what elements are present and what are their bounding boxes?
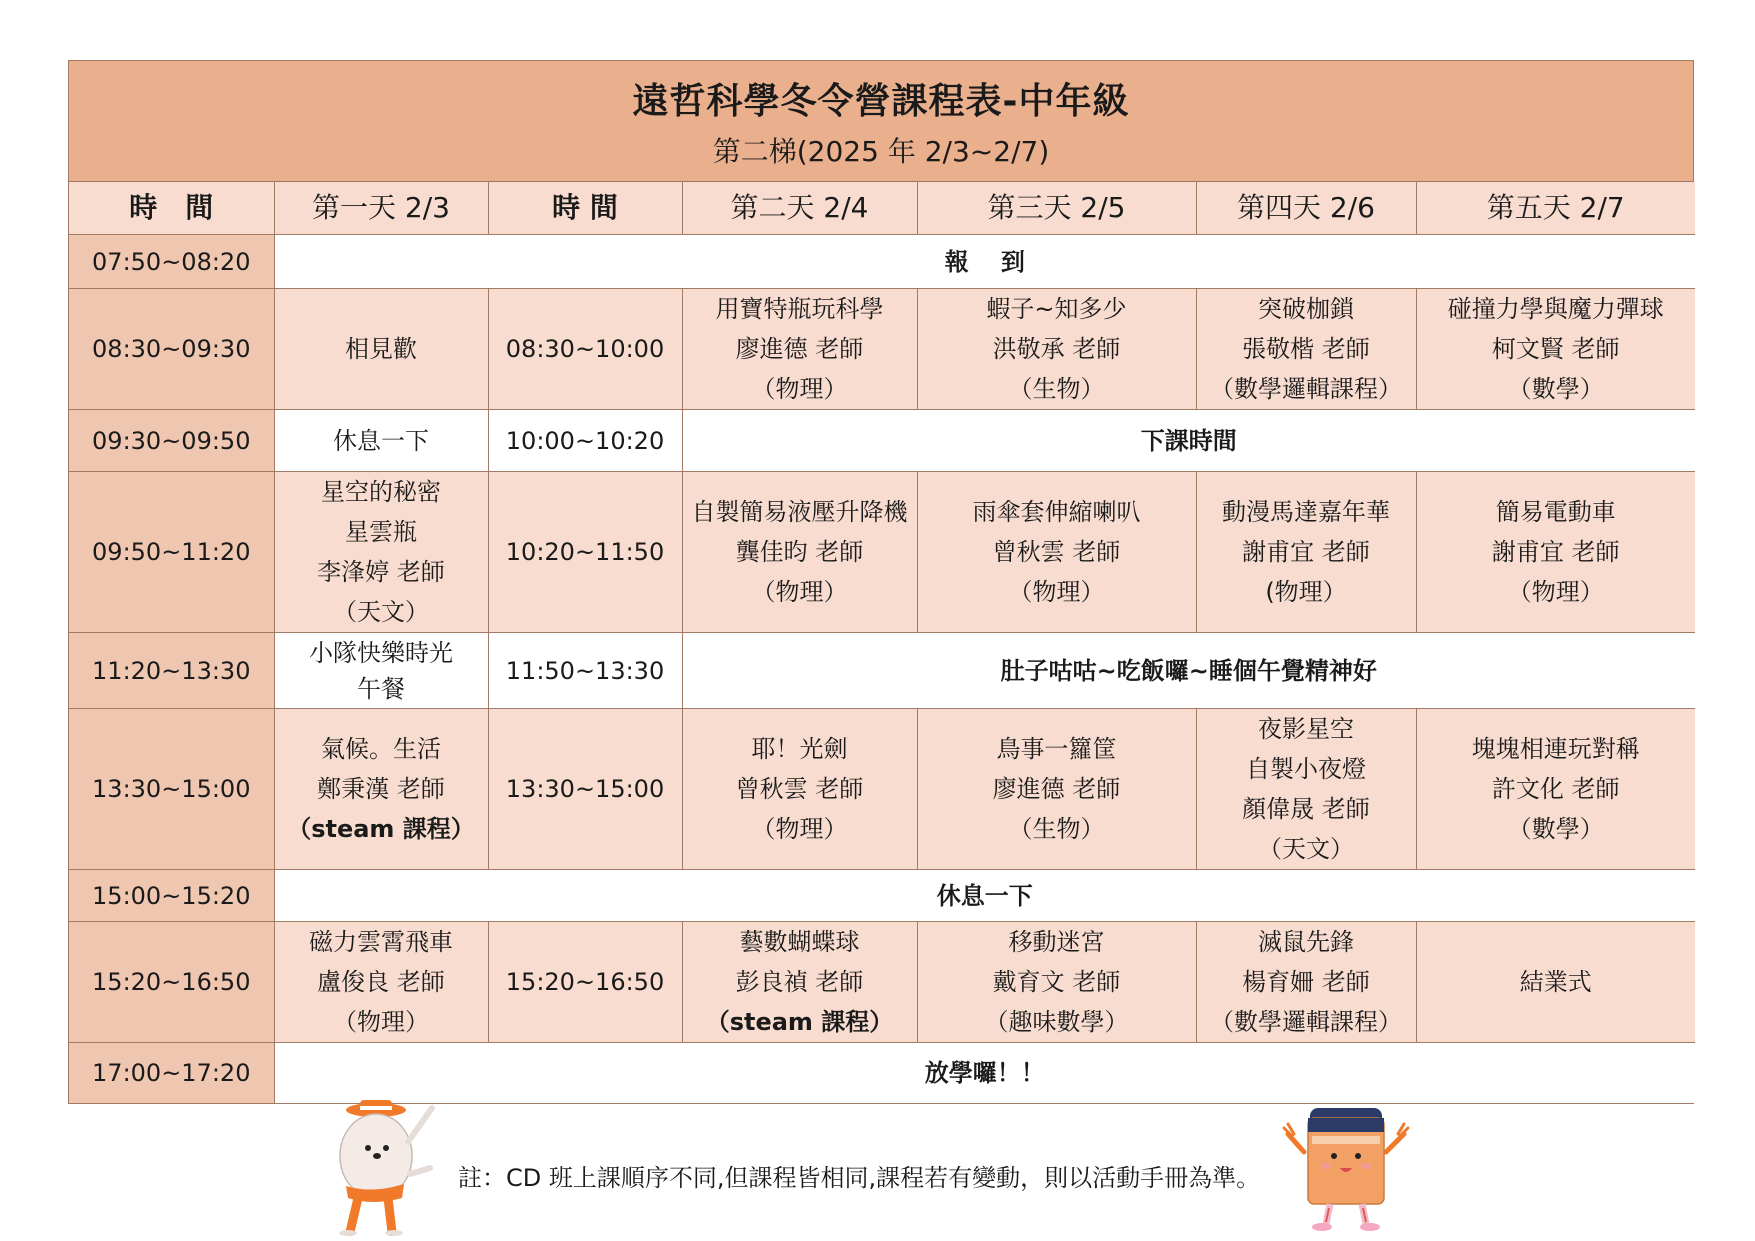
- course-line: （steam 課程）: [705, 1008, 894, 1036]
- course-line: 星雲瓶: [345, 518, 417, 546]
- span-cell: 肚子咕咕~吃飯囉~睡個午覺精神好: [682, 633, 1695, 709]
- time-cell: 11:20~13:30: [69, 633, 274, 709]
- course-cell: [682, 922, 917, 1043]
- course-cell: [274, 289, 488, 410]
- course-line: 曾秋雲 老師: [992, 538, 1121, 566]
- course-cell: [274, 709, 488, 870]
- course-line: 耶！光劍: [751, 735, 848, 763]
- footnote: 註：CD 班上課順序不同,但課程皆相同,課程若有變動，則以活動手冊為準。: [458, 1164, 1261, 1192]
- time-cell-b: 08:30~10:00: [488, 289, 682, 410]
- course-cell: [917, 709, 1196, 870]
- span-cell: 下課時間: [682, 410, 1695, 472]
- box-mascot-icon: [1282, 1104, 1410, 1234]
- page-title: 遠哲科學冬令營課程表-中年級: [632, 80, 1130, 122]
- course-cell: [917, 922, 1196, 1043]
- course-line: 動漫馬達嘉年華: [1222, 498, 1390, 526]
- course-line: 移動迷宮: [1008, 928, 1105, 956]
- course-line: （物理）: [751, 578, 848, 606]
- time-cell-b: 15:20~16:50: [488, 922, 682, 1043]
- time-cell: 07:50~08:20: [69, 235, 274, 289]
- course-line: （物理）: [1008, 578, 1105, 606]
- page-subtitle: 第二梯(2025 年 2/3~2/7): [712, 134, 1050, 168]
- course-cell: [1196, 709, 1416, 870]
- time-cell: 09:30~09:50: [69, 410, 274, 472]
- course-line: 張敬楷 老師: [1242, 335, 1370, 363]
- course-line: 相見歡: [345, 335, 417, 363]
- course-line: 塊塊相連玩對稱: [1471, 735, 1640, 763]
- course-cell: [682, 472, 917, 633]
- time-cell-b: 10:00~10:20: [488, 410, 682, 472]
- time-cell: 13:30~15:00: [69, 709, 274, 870]
- table-row: [69, 709, 1695, 870]
- course-line: 戴育文 老師: [992, 968, 1121, 996]
- time-cell: 15:20~16:50: [69, 922, 274, 1043]
- header-day1: 第一天 2/3: [274, 182, 488, 235]
- span-cell: 放學囉！！: [274, 1043, 1695, 1103]
- course-line: 自製小夜燈: [1246, 755, 1366, 783]
- course-line: 結業式: [1519, 968, 1592, 996]
- course-cell: [917, 472, 1196, 633]
- table-row: [69, 633, 1695, 709]
- course-line: 蝦子~知多少: [986, 295, 1127, 323]
- course-line: 廖進德 老師: [735, 335, 864, 363]
- course-line: 簡易電動車: [1495, 498, 1616, 526]
- span-cell: 報 到: [274, 235, 1695, 289]
- course-line: 磁力雲霄飛車: [309, 928, 453, 956]
- course-line: （物理）: [333, 1008, 429, 1036]
- course-line: 鳥事一籮筐: [996, 735, 1117, 763]
- course-line: 氣候。生活: [321, 735, 441, 763]
- table-row: [69, 472, 1695, 633]
- table-row: [69, 870, 1695, 922]
- span-cell: 休息一下: [274, 870, 1695, 922]
- header-time-b: 時 間: [488, 182, 682, 235]
- course-line: (物理）: [1265, 578, 1347, 606]
- course-cell: [1416, 289, 1695, 410]
- course-line: 龔佳昀 老師: [735, 538, 864, 566]
- course-line: （steam 課程）: [287, 815, 475, 843]
- course-line: 謝甫宜 老師: [1242, 538, 1370, 566]
- course-line: 顏偉晟 老師: [1242, 795, 1370, 823]
- table-row: [69, 235, 1695, 289]
- course-cell: [1196, 289, 1416, 410]
- table-row: [69, 1043, 1695, 1103]
- course-line: （天文）: [333, 598, 429, 626]
- course-line: 盧俊良 老師: [317, 968, 445, 996]
- title-block: [69, 61, 1693, 182]
- course-line: （數學邏輯課程）: [1210, 375, 1402, 403]
- course-cell: [1416, 709, 1695, 870]
- course-cell: [1196, 922, 1416, 1043]
- course-line: （數學）: [1507, 815, 1604, 843]
- course-line: （物理）: [751, 815, 848, 843]
- time-cell-b: 11:50~13:30: [488, 633, 682, 709]
- course-cell: [917, 289, 1196, 410]
- time-cell: 09:50~11:20: [69, 472, 274, 633]
- course-line: 碰撞力學與魔力彈球: [1447, 295, 1664, 323]
- course-cell: [1196, 472, 1416, 633]
- header-time-a: 時 間: [69, 182, 274, 235]
- time-cell: 17:00~17:20: [69, 1043, 274, 1103]
- course-line: 小隊快樂時光: [309, 638, 453, 667]
- course-cell: [1416, 922, 1695, 1043]
- header-day2: 第二天 2/4: [682, 182, 917, 235]
- course-line: （數學）: [1507, 375, 1604, 403]
- time-cell: 08:30~09:30: [69, 289, 274, 410]
- time-cell-b: 10:20~11:50: [488, 472, 682, 633]
- course-line: （天文）: [1258, 835, 1354, 863]
- schedule-sheet: [68, 60, 1694, 1104]
- course-line: 李浲婷 老師: [317, 558, 445, 586]
- time-cell: 15:00~15:20: [69, 870, 274, 922]
- course-cell: [682, 709, 917, 870]
- course-line: 用寶特瓶玩科學: [715, 295, 884, 323]
- course-line: 午餐: [357, 674, 405, 703]
- course-line: （趣味數學）: [984, 1008, 1129, 1036]
- course-line: 自製簡易液壓升降機: [691, 498, 908, 526]
- course-line: 滅鼠先鋒: [1258, 928, 1354, 956]
- course-line: （物理）: [751, 375, 848, 403]
- course-line: 彭良禎 老師: [735, 968, 864, 996]
- header-row: [69, 182, 1695, 235]
- course-line: 謝甫宜 老師: [1491, 538, 1620, 566]
- course-cell: 休息一下: [274, 410, 488, 472]
- course-cell: [274, 922, 488, 1043]
- table-row: [69, 410, 1695, 472]
- course-cell: [274, 472, 488, 633]
- course-line: 星空的秘密: [321, 478, 441, 506]
- header-day4: 第四天 2/6: [1196, 182, 1416, 235]
- course-line: （物理）: [1507, 578, 1604, 606]
- course-line: 柯文賢 老師: [1491, 335, 1620, 363]
- course-line: 曾秋雲 老師: [735, 775, 864, 803]
- course-line: （生物）: [1008, 815, 1105, 843]
- course-line: 許文化 老師: [1491, 775, 1620, 803]
- table-row: [69, 922, 1695, 1043]
- course-cell: [274, 633, 488, 709]
- course-line: 突破枷鎖: [1258, 295, 1354, 323]
- header-day5: 第五天 2/7: [1416, 182, 1695, 235]
- course-cell: [682, 289, 917, 410]
- course-line: 雨傘套伸縮喇叭: [972, 498, 1141, 526]
- course-line: 藝數蝴蝶球: [739, 928, 860, 956]
- course-line: 鄭秉漢 老師: [317, 775, 445, 803]
- header-day3: 第三天 2/5: [917, 182, 1196, 235]
- table-row: [69, 289, 1695, 410]
- course-cell: [1416, 472, 1695, 633]
- course-line: （生物）: [1008, 375, 1105, 403]
- course-line: （數學邏輯課程）: [1210, 1008, 1402, 1036]
- time-cell-b: 13:30~15:00: [488, 709, 682, 870]
- egg-mascot-icon: [332, 1098, 442, 1236]
- schedule-table: [69, 182, 1695, 1103]
- course-line: 廖進德 老師: [992, 775, 1121, 803]
- course-line: 夜影星空: [1258, 715, 1354, 743]
- course-line: 洪敬承 老師: [992, 335, 1121, 363]
- course-line: 楊育姍 老師: [1242, 968, 1370, 996]
